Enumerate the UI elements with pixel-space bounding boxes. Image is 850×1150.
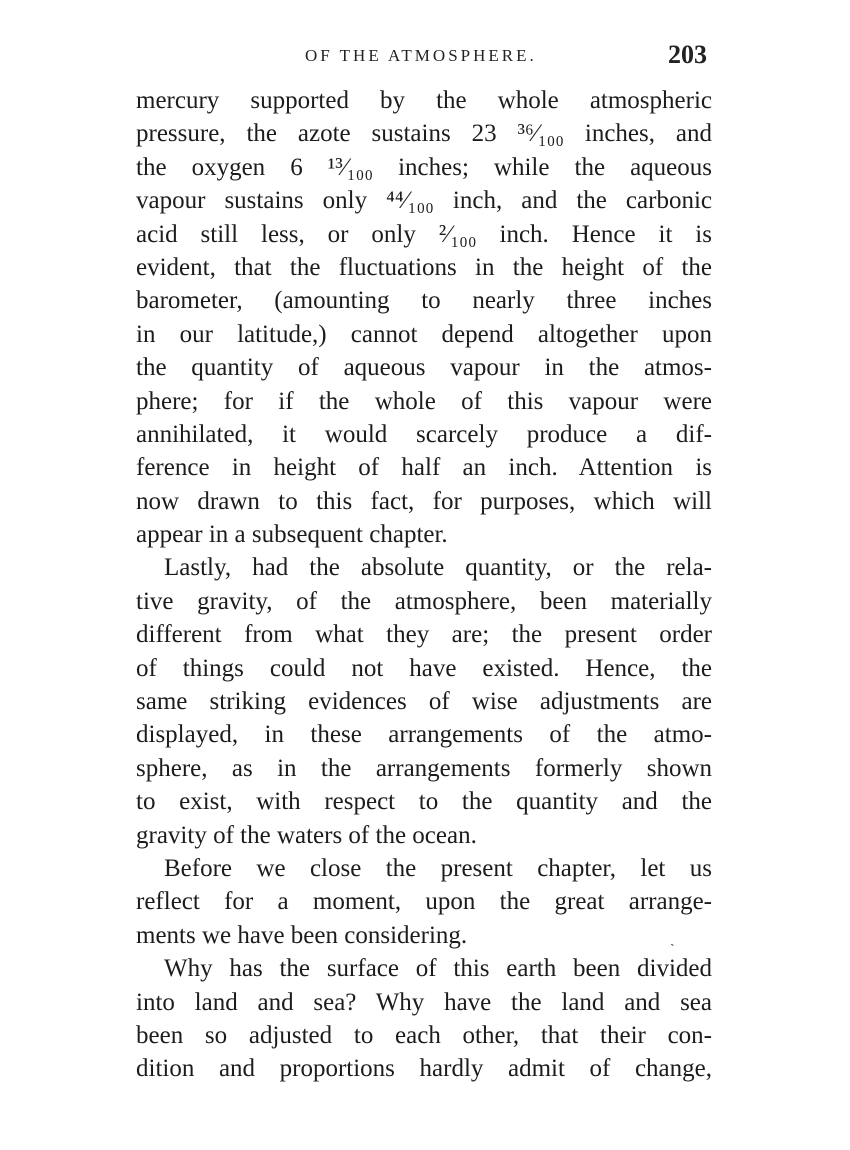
text-line: Why has the surface of this earth been divided [164, 955, 712, 983]
running-head [0, 38, 850, 78]
text-line: pressure, the azote sustains 23 ³⁶⁄₁₀₀ inches, and [136, 120, 712, 148]
text-line: the quantity of aqueous vapour in the atmos- [136, 354, 712, 382]
body-text [136, 84, 712, 1086]
text-line: mercury supported by the whole atmospheric [136, 87, 712, 114]
text-line: same striking evidences of wise adjustments are [136, 688, 712, 716]
stray-ink-mark: ˎ [670, 932, 675, 947]
text-line: tive gravity, of the atmosphere, been materially [136, 587, 712, 615]
text-line: evident, that the fluctuations in the height of the [136, 253, 712, 281]
text-line: Before we close the present chapter, let us [164, 854, 712, 882]
text-line: appear in a subsequent chapter. [136, 521, 448, 549]
text-line: phere; for if the whole of this vapour were [136, 387, 712, 415]
text-line: dition and proportions hardly admit of change, [136, 1055, 712, 1083]
text-line: been so adjusted to each other, that their con- [136, 1021, 712, 1049]
text-line: to exist, with respect to the quantity and the [136, 788, 712, 816]
paragraph [136, 84, 712, 551]
text-line: the oxygen 6 ¹³⁄₁₀₀ inches; while the aqueous [136, 153, 712, 181]
paragraph [136, 852, 712, 952]
text-line: reflect for a moment, upon the great arrange- [136, 888, 712, 916]
paragraph [136, 952, 712, 1086]
text-line: Lastly, had the absolute quantity, or the rela- [164, 554, 712, 582]
text-line: acid still less, or only ²⁄₁₀₀ inch. Hence it is [136, 220, 712, 248]
text-line: vapour sustains only ⁴⁴⁄₁₀₀ inch, and the carbonic [136, 187, 712, 215]
text-line: ments we have been considering. [136, 921, 468, 949]
text-line: gravity of the waters of the ocean. [136, 821, 477, 849]
text-line: of things could not have existed. Hence, the [136, 654, 712, 682]
text-line: sphere, as in the arrangements formerly shown [136, 754, 712, 782]
running-title: OF THE ATMOSPHERE. [305, 46, 537, 65]
text-line: barometer, (amounting to nearly three inches [136, 287, 712, 315]
text-line: into land and sea? Why have the land and sea [136, 988, 712, 1016]
text-line: annihilated, it would scarcely produce a dif- [136, 420, 712, 448]
text-line: now drawn to this fact, for purposes, which will [136, 487, 712, 515]
text-line: ference in height of half an inch. Attention is [136, 454, 712, 482]
paragraph [136, 551, 712, 852]
page-number: 203 [668, 40, 707, 69]
text-line: different from what they are; the present order [136, 621, 712, 649]
text-line: in our latitude,) cannot depend altogether upon [136, 320, 712, 348]
text-line: displayed, in these arrangements of the atmo- [136, 721, 712, 749]
